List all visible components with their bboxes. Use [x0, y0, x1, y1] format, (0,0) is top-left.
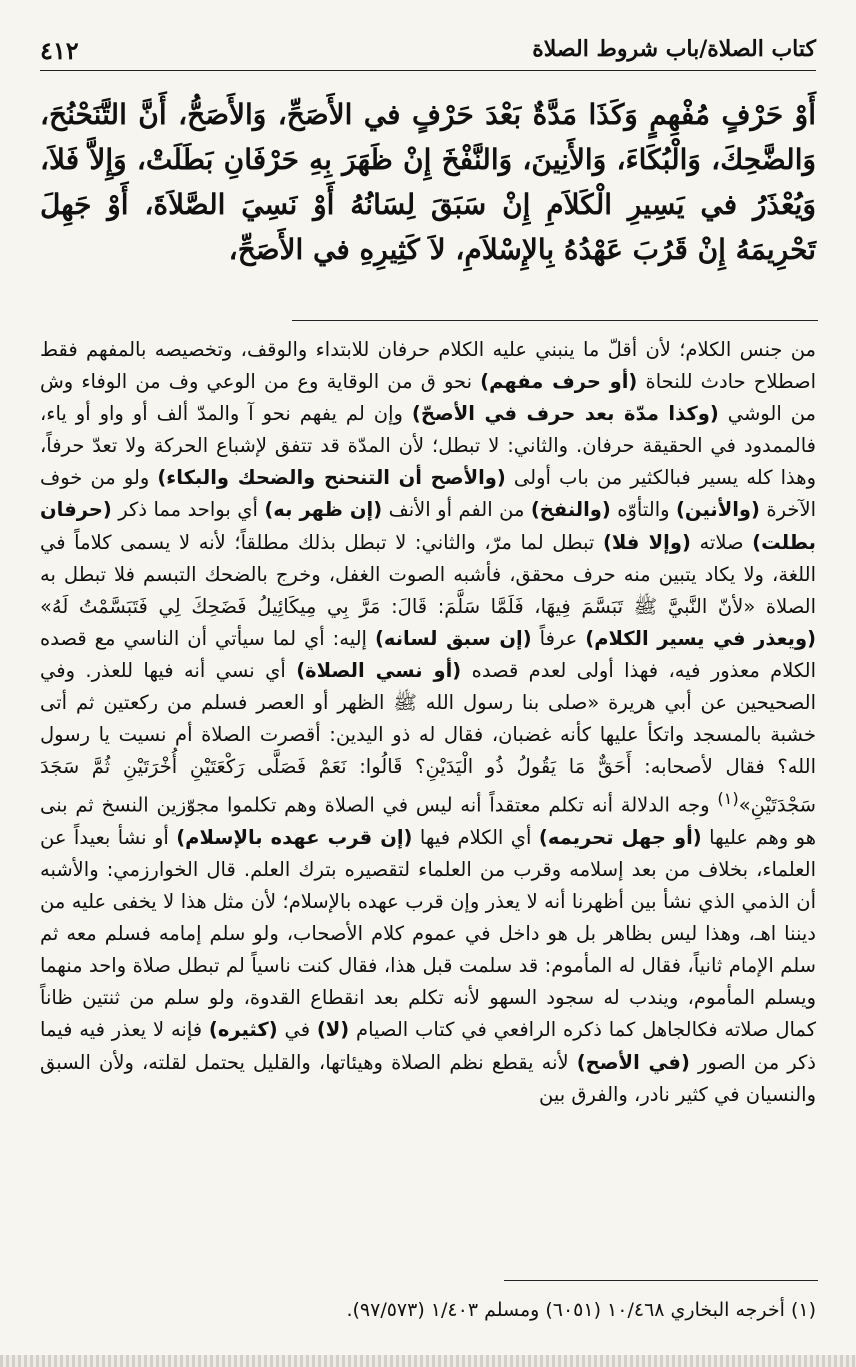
page-number: ٤١٢ — [40, 36, 79, 65]
matn-quote: (وكذا مدّة بعد حرف في الأصحّ) — [411, 402, 719, 426]
commentary-text: إليه: أي لما سيأتي أن الناسي مع قصده الكلام معذور فيه، فهذا أولى لعدم قصده — [40, 626, 817, 682]
matn-quote: (والأنين) — [675, 498, 760, 522]
bottom-ornament — [0, 1355, 856, 1367]
footnote: (١) أخرجه البخاري ١٠/٤٦٨ (٦٠٥١) ومسلم ١/٤٠٣ (٩٧/٥٧٣). — [346, 1299, 816, 1321]
commentary-text: نحو ق من الوقاية وع من الوعي وف من الوفاء وش من الوشي — [40, 370, 816, 426]
matn-quote: (أو حرف مفهم) — [480, 370, 638, 394]
matn-quote: (في الأصح) — [576, 1050, 690, 1074]
commentary-text: لأنه يقطع نظم الصلاة وهيئاتها، والقليل يحتمل لقلته، ولأن السبق والنسيان في كثير نادر، والفرق بين — [40, 1050, 816, 1106]
footnote-separator — [504, 1280, 818, 1281]
commentary-text: فإنه لا يعذر فيه فيما ذكر من الصور — [40, 1018, 816, 1074]
matn-quote: (والأصح أن التنحنح والضحك والبكاء) — [157, 466, 506, 490]
commentary-text: من الفم أو الأنف — [382, 498, 531, 522]
commentary-text: من جنس الكلام؛ لأن أقلّ ما ينبني عليه الكلام حرفان للابتداء والوقف، وتخصيصه بالمفهم فقط اصطلاح حادث للنحاة — [40, 338, 817, 394]
matn-quote: (أو نسي الصلاة) — [296, 658, 462, 682]
commentary-text: ولو من خوف الآخرة — [40, 466, 816, 522]
matn-quote: (وإلا فلا) — [602, 530, 691, 554]
commentary-text: في — [277, 1018, 317, 1042]
matn-quote: (إن ظهر به) — [264, 498, 383, 522]
matn-quote: (والنفخ) — [530, 498, 611, 522]
matn-quote: (كثيره) — [208, 1018, 278, 1042]
matn-quote: (إن قرب عهده بالإسلام) — [176, 825, 413, 849]
commentary-text: عرفاً — [531, 626, 586, 650]
running-header — [40, 30, 816, 71]
commentary-text: أي نسي أنه فيها للعذر. وفي الصحيحين عن أبي هريرة «صلى بنا رسول الله ﷺ الظهر أو العصر فسلم من ركعتين ثم أتى خشبة بالمسجد واتكأ عليها كأنه غضبان، فقال له ذو اليدين: أقصرت الصلاة أم نسيت يا رسول الله؟ فقال لأصحابه: أَحَقٌّ مَا يَقُولُ ذُو الْيَدَيْنِ؟ قَالُوا: نَعَمْ فَصَلَّى رَكْعَتَيْنِ أُخْرَتَيْنِ ثُمَّ سَجَدَ سَجْدَتَيْنِ» — [40, 658, 816, 817]
chapter-title: كتاب الصلاة/باب شروط الصلاة — [532, 36, 816, 62]
matn-quote: (إن سبق لسانه) — [374, 626, 532, 650]
commentary-text: أو نشأ بعيداً عن العلماء، بخلاف من بعد إسلامه وقرب من العلماء لتقصيره بترك العلم. قال الخوارزمي: والأشبه أن الذمي الذي نشأ بين أظهرنا أنه لا يعذر وإن قرب عهده بالإسلام؛ لأن مثل هذا لا يخفى عليه من ديننا اهـ، وهذا ليس بظاهر بل هو داخل في عموم كلام الأصحاب، ولو سلم إمامه فسلم معه ثم سلم الإمام ثانياً، فقال له المأموم: قد سلمت قبل هذا، فقال كنت ناسياً لم تبطل صلاة واحد منهما ويسلم المأموم، ويندب له سجود السهو لأنه تكلم بعد انقطاع القدوة، ولو سلم من ثنتين ظاناً كمال صلاته فكالجاهل كما ذكره الرافعي في كتاب الصيام — [40, 825, 816, 1042]
commentary-text: والتأوّه — [610, 498, 676, 522]
matn-quote: (حرفان بطلت) — [40, 498, 816, 554]
commentary-text: أي بواحد مما ذكر — [111, 498, 265, 522]
footnote-marker[interactable]: (١) — [717, 789, 739, 809]
main-text: أَوْ حَرْفٍ مُفْهِمٍ وَكَذَا مَدَّةٌ بَعْدَ حَرْفٍ في الأَصَحِّ، وَالأَصَحُّ، أَنَّ التَّنَحْنُحَ، وَالضَّحِكَ، وَالْبُكَاءَ، وَالأَنِينَ، وَالنَّفْخَ إِنْ ظَهَرَ بِهِ حَرْفَانِ بَطَلَتْ، وَإِلاَّ فَلاَ، وَيُعْذَرُ في يَسِيرِ الْكَلاَمِ إِنْ سَبَقَ لِسَانُهُ أَوْ نَسِيَ الصَّلاَةَ، أَوْ جَهِلَ تَحْرِيمَهُ إِنْ قَرُبَ عَهْدُهُ بِالإِسْلاَمِ، لاَ كَثِيرِهِ في الأَصَحِّ، — [40, 98, 816, 266]
matn-quote: (أو جهل تحريمه) — [538, 825, 702, 849]
commentary-text: صلاته — [690, 530, 753, 554]
commentary — [40, 334, 816, 1111]
text-separator — [292, 320, 818, 321]
matn-quote: (ويعذر في يسير الكلام) — [585, 626, 817, 650]
commentary-text: أي الكلام فيها — [412, 825, 539, 849]
matn-quote: (لا) — [316, 1018, 350, 1042]
commentary-text: وجه الدلالة أنه تكلم معتقداً أنه ليس في الصلاة وهم تكلموا مجوّزين النسخ ثم بنى هو وهم عليها — [40, 793, 816, 849]
commentary-text: تبطل لما مرّ، والثاني: لا تبطل بذلك مطلقاً؛ لأنه لا يسمى كلاماً في اللغة، ولا يكاد يتبين منه حرف محقق، فأشبه الصوت الغفل، وخرج بالضحك التبسم فلا تبطل به الصلاة «لأنّ النَّبيَّ ﷺ تَبَسَّمَ فِيهَا، فَلَمَّا سَلَّمَ: قَالَ: مَرَّ بِي مِيكَائِيلُ فَضَحِكَ لِي فَتَبَسَّمْتُ لَهُ» — [40, 530, 816, 618]
commentary-paragraph — [40, 334, 816, 1111]
commentary-text: وإن لم يفهم نحو آ والمدّ ألف أو واو أو ياء، فالممدود في الحقيقة حرفان. والثاني: لا تبطل؛ لأن المدّة قد تتفق لإشباع الحركة ولا تعدّ حرفاً، وهذا كله يسير فبالكثير من باب أولى — [40, 402, 816, 490]
